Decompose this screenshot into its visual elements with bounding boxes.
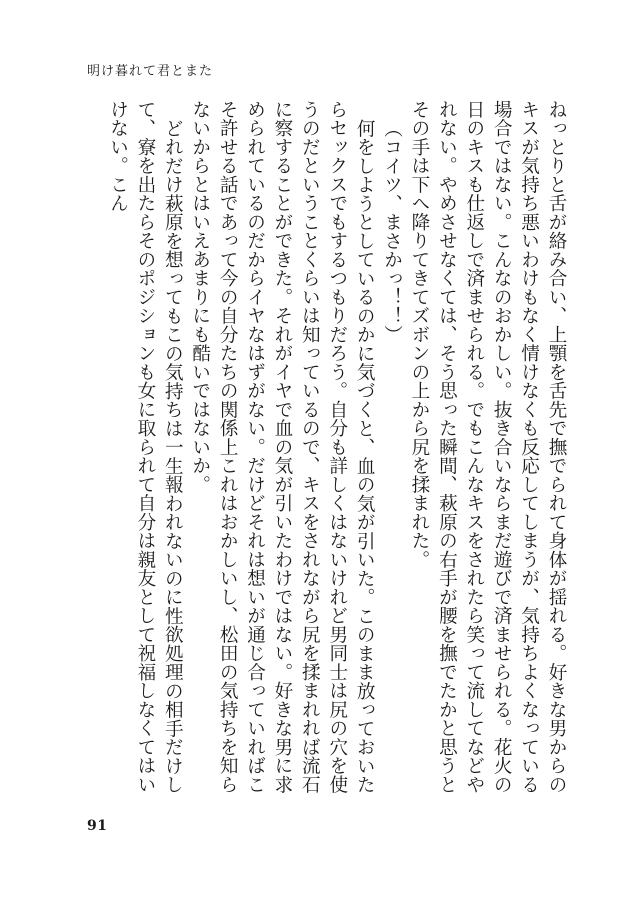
vertical-text-body	[107, 100, 570, 800]
body-paragraph: どれだけ萩原を想ってもこの気持ちは一生報われないのに性欲処理の相手だけして、寮を出たらそのポジションも女に取られて自分は親友として祝福しなくてはいけない。こん	[107, 100, 184, 794]
running-header-title: 明け暮れて君とまた	[87, 64, 214, 79]
body-paragraph: ねっとりと舌が絡み合い、上顎を舌先で撫でられて身体が揺れる。好きな男からのキスが気持ち悪いわけもなく情けなくも反応してしまうが、気持ちよくなっている場合ではない。こんなのおかしい。抜き合いならまだ遊びで済ませられる。花火の日のキスも仕返しで済ませられる。でもこんなキスをされたら笑って流してなどやれない。やめさせなくては、そう思った瞬間、萩原の右手が腰を撫でたかと思うとその手は下へ降りてきてズボンの上から尻を揉まれた。	[408, 100, 567, 794]
page-number: 91	[87, 818, 108, 834]
body-paragraph-inner-thought: （コイツ、まさかっ！！）	[381, 118, 403, 344]
body-paragraph: 何をしようとしているのかに気づくと、血の気が引いた。このまま放っておいたらセックスでもするつもりだろう。自分も詳しくはないけれど男同士は尻の穴を使うのだということくらいは知っているので、キスをされながら尻を揉まれれば流石に察することができた。それがイヤで血の気が引いたわけではない。好きな男に求められているのだからイヤなはずがない。だけどそれは想いが通じ合っていればこそ許せる話であって今の自分たちの関係上これはおかしいし、松田の気持ちを知らないからとはいえあまりにも酷いではないか。	[189, 100, 376, 794]
